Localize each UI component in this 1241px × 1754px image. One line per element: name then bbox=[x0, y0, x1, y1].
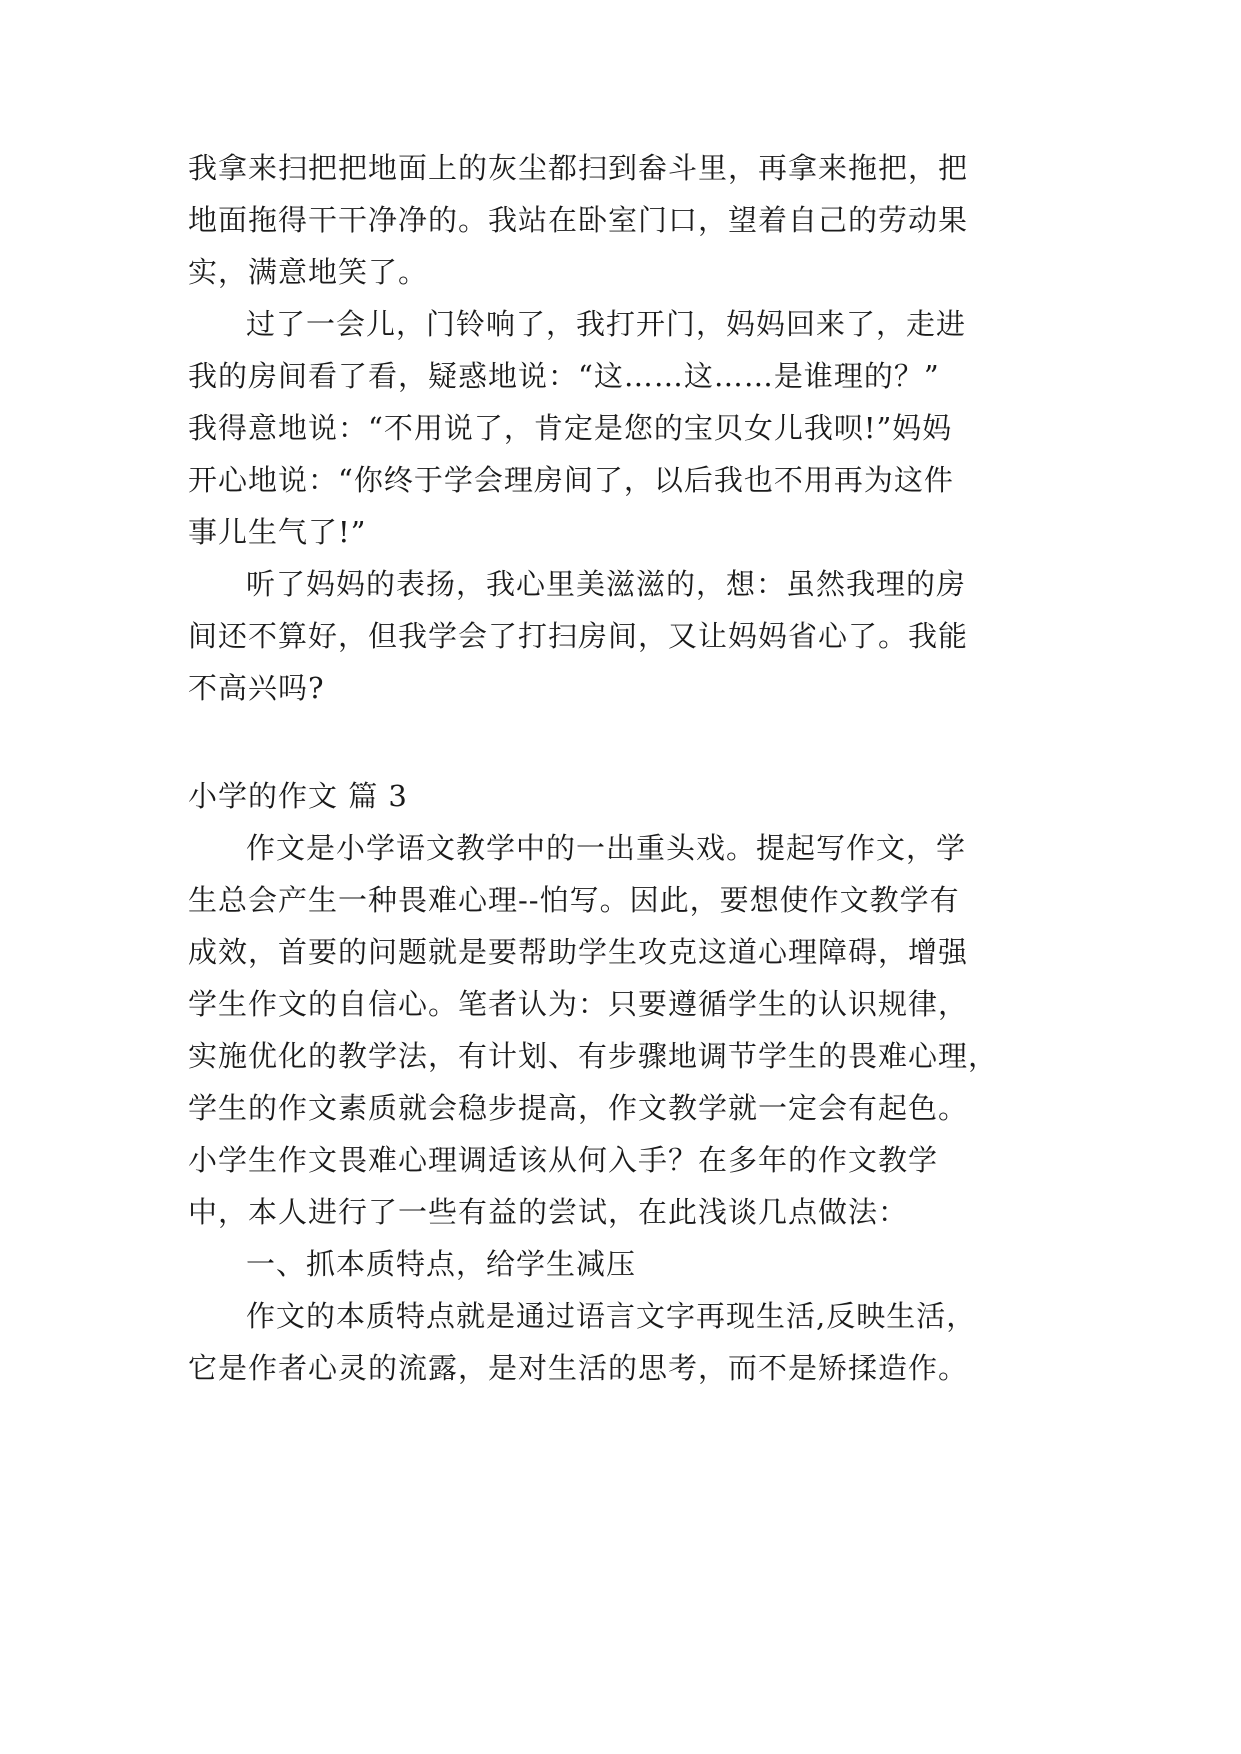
paragraph-line: 我得意地说：“不用说了，肯定是您的宝贝女儿我呗!”妈妈 bbox=[188, 411, 953, 445]
paragraph-line: 学生的作文素质就会稳步提高，作文教学就一定会有起色。 bbox=[188, 1091, 969, 1125]
paragraph-line: 我的房间看了看，疑惑地说：“这……这……是谁理的？” bbox=[188, 359, 940, 393]
paragraph-line: 我拿来扫把把地面上的灰尘都扫到畚斗里，再拿来拖把，把 bbox=[188, 151, 969, 185]
paragraph-line: 小学生作文畏难心理调适该从何入手？在多年的作文教学 bbox=[188, 1143, 939, 1177]
paragraph-line: 过了一会儿，门铃响了，我打开门，妈妈回来了，走进 bbox=[246, 307, 967, 341]
paragraph-line: 不高兴吗? bbox=[188, 671, 325, 705]
paragraph-line: 中，本人进行了一些有益的尝试，在此浅谈几点做法： bbox=[188, 1195, 909, 1229]
paragraph-line: 生总会产生一种畏难心理--怕写。因此，要想使作文教学有 bbox=[188, 883, 960, 917]
subsection-heading: 一、抓本质特点，给学生减压 bbox=[246, 1247, 637, 1281]
paragraph-line: 实，满意地笑了。 bbox=[188, 255, 429, 289]
paragraph-line: 学生作文的自信心。笔者认为：只要遵循学生的认识规律， bbox=[188, 987, 969, 1021]
paragraph-line: 开心地说：“你终于学会理房间了，以后我也不用再为这件 bbox=[188, 463, 954, 497]
paragraph-line: 实施优化的教学法，有计划、有步骤地调节学生的畏难心理， bbox=[188, 1039, 999, 1073]
section-heading: 小学的作文 篇 3 bbox=[188, 779, 408, 813]
paragraph-line: 成效，首要的问题就是要帮助学生攻克这道心理障碍，增强 bbox=[188, 935, 969, 969]
paragraph-line: 事儿生气了!” bbox=[188, 515, 367, 549]
paragraph-line: 作文是小学语文教学中的一出重头戏。提起写作文，学 bbox=[246, 831, 967, 865]
paragraph-line: 作文的本质特点就是通过语言文字再现生活,反映生活， bbox=[246, 1299, 977, 1333]
paragraph-line: 它是作者心灵的流露，是对生活的思考，而不是矫揉造作。 bbox=[188, 1351, 969, 1385]
paragraph-line: 听了妈妈的表扬，我心里美滋滋的，想：虽然我理的房 bbox=[246, 567, 967, 601]
paragraph-line: 地面拖得干干净净的。我站在卧室门口，望着自己的劳动果 bbox=[188, 203, 969, 237]
paragraph-line: 间还不算好，但我学会了打扫房间，又让妈妈省心了。我能 bbox=[188, 619, 969, 653]
